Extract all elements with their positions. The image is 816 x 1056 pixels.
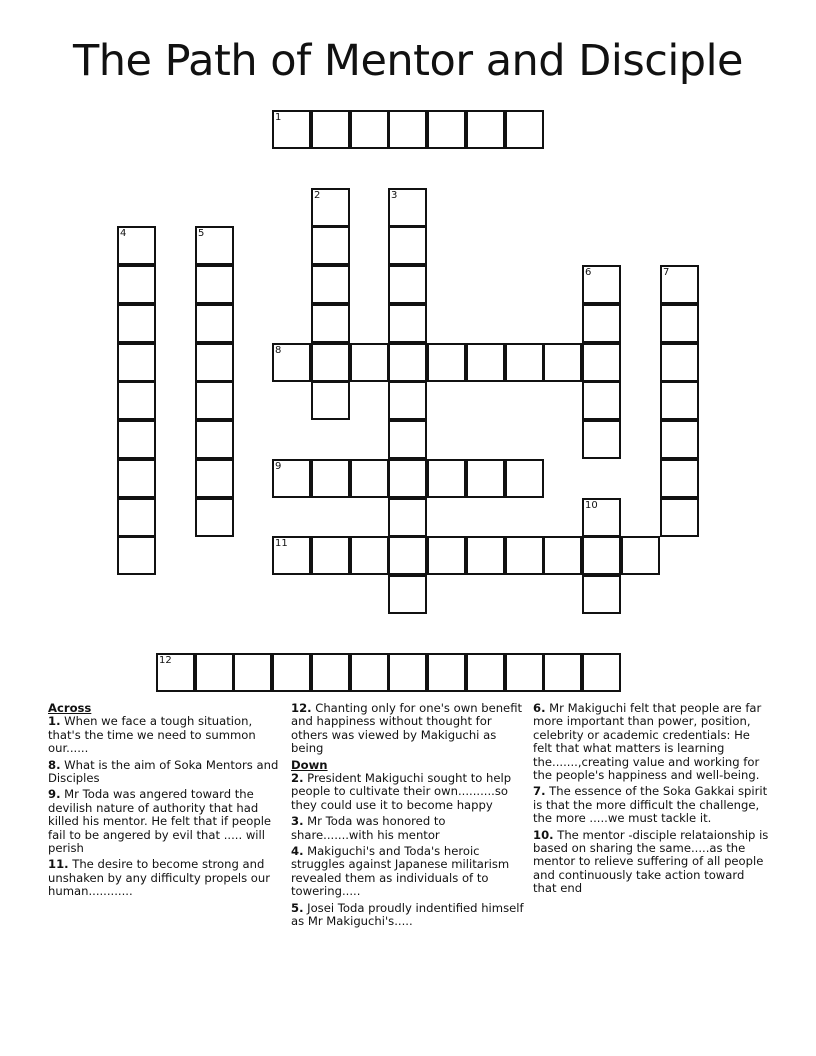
- clue-number: 3: [391, 190, 398, 201]
- grid-cell[interactable]: [117, 498, 156, 537]
- grid-cell[interactable]: [582, 265, 621, 304]
- grid-cell[interactable]: [311, 536, 350, 575]
- grid-cell[interactable]: [311, 265, 350, 304]
- letter-input[interactable]: [352, 112, 387, 147]
- letter-input[interactable]: [390, 461, 425, 496]
- letter-input[interactable]: [662, 461, 697, 496]
- grid-cell[interactable]: [388, 575, 427, 614]
- grid-cell[interactable]: [388, 265, 427, 304]
- clue-number: 4: [120, 228, 127, 239]
- grid-cell[interactable]: [388, 110, 427, 149]
- grid-cell[interactable]: [195, 653, 234, 692]
- letter-input[interactable]: [429, 112, 464, 147]
- grid-cell[interactable]: [350, 653, 389, 692]
- letter-input[interactable]: [662, 345, 697, 380]
- letter-input[interactable]: [429, 655, 464, 690]
- letter-input[interactable]: [313, 345, 348, 380]
- letter-input[interactable]: [584, 577, 619, 612]
- grid-cell[interactable]: [388, 188, 427, 227]
- letter-input[interactable]: [158, 655, 193, 690]
- clue-text: When we face a tough situation, that's the time we need to summon our......: [48, 714, 256, 756]
- grid-cell[interactable]: [195, 459, 234, 498]
- clue-number-label: 1.: [48, 714, 61, 729]
- grid-cell[interactable]: [117, 459, 156, 498]
- clue-column-3: [533, 702, 769, 899]
- letter-input[interactable]: [197, 228, 232, 263]
- letter-input[interactable]: [662, 500, 697, 535]
- grid-cell[interactable]: [195, 498, 234, 537]
- letter-input[interactable]: [584, 306, 619, 341]
- clue-column-1: [48, 702, 284, 902]
- letter-input[interactable]: [119, 500, 154, 535]
- letter-input[interactable]: [623, 538, 658, 573]
- grid-cell[interactable]: [582, 653, 621, 692]
- letter-input[interactable]: [352, 461, 387, 496]
- letter-input[interactable]: [584, 655, 619, 690]
- letter-input[interactable]: [429, 461, 464, 496]
- grid-cell[interactable]: [582, 381, 621, 420]
- letter-input[interactable]: [313, 267, 348, 302]
- grid-cell[interactable]: [388, 304, 427, 343]
- clue-number: 9: [275, 461, 282, 472]
- grid-cell[interactable]: [272, 536, 311, 575]
- grid-cell[interactable]: [311, 304, 350, 343]
- letter-input[interactable]: [313, 538, 348, 573]
- clue-number-label: 12.: [291, 701, 312, 715]
- clue-text: Chanting only for one's own benefit and happiness without thought for others was viewed by Makiguchi as being: [291, 701, 523, 756]
- letter-input[interactable]: [352, 538, 387, 573]
- letter-input[interactable]: [390, 267, 425, 302]
- grid-cell[interactable]: [350, 343, 389, 382]
- letter-input[interactable]: [662, 383, 697, 418]
- letter-input[interactable]: [545, 345, 580, 380]
- grid-cell[interactable]: [660, 343, 699, 382]
- letter-input[interactable]: [545, 538, 580, 573]
- clue-item: [291, 772, 527, 812]
- grid-cell[interactable]: [272, 653, 311, 692]
- letter-input[interactable]: [429, 345, 464, 380]
- grid-cell[interactable]: [466, 536, 505, 575]
- letter-input[interactable]: [197, 345, 232, 380]
- clue-item: [291, 902, 527, 929]
- grid-cell[interactable]: [311, 226, 350, 265]
- letter-input[interactable]: [507, 461, 542, 496]
- letter-input[interactable]: [119, 383, 154, 418]
- letter-input[interactable]: [390, 655, 425, 690]
- grid-cell[interactable]: [466, 343, 505, 382]
- letter-input[interactable]: [390, 422, 425, 457]
- letter-input[interactable]: [197, 461, 232, 496]
- grid-cell[interactable]: [582, 536, 621, 575]
- clue-number-label: 10.: [533, 827, 554, 842]
- letter-input[interactable]: [468, 112, 503, 147]
- letter-input[interactable]: [313, 383, 348, 418]
- letter-input[interactable]: [352, 345, 387, 380]
- grid-cell[interactable]: [427, 343, 466, 382]
- grid-cell[interactable]: [311, 653, 350, 692]
- grid-cell[interactable]: [427, 536, 466, 575]
- grid-cell[interactable]: [660, 498, 699, 537]
- letter-input[interactable]: [119, 538, 154, 573]
- grid-cell[interactable]: [582, 498, 621, 537]
- clue-text: Mr Makiguchi felt that people are far more important than power, position, celebrity or academic credentials: He felt that what matters is learning the.......,creating value and working for the people's happiness and well-being.: [533, 701, 762, 783]
- clue-number: 12: [159, 655, 172, 666]
- grid-cell[interactable]: [621, 536, 660, 575]
- letter-input[interactable]: [313, 461, 348, 496]
- clue-item: [533, 829, 769, 896]
- letter-input[interactable]: [390, 306, 425, 341]
- clue-number-label: 4.: [291, 844, 304, 859]
- grid-cell[interactable]: [427, 653, 466, 692]
- letter-input[interactable]: [507, 538, 542, 573]
- letter-input[interactable]: [119, 422, 154, 457]
- grid-cell[interactable]: [582, 575, 621, 614]
- letter-input[interactable]: [119, 306, 154, 341]
- grid-cell[interactable]: [660, 381, 699, 420]
- grid-cell[interactable]: [505, 110, 544, 149]
- grid-cell[interactable]: [543, 536, 582, 575]
- grid-cell[interactable]: [660, 304, 699, 343]
- letter-input[interactable]: [390, 228, 425, 263]
- letter-input[interactable]: [507, 112, 542, 147]
- letter-input[interactable]: [390, 190, 425, 225]
- grid-cell[interactable]: [272, 110, 311, 149]
- grid-cell[interactable]: [195, 420, 234, 459]
- clue-item: [48, 788, 284, 855]
- letter-input[interactable]: [468, 655, 503, 690]
- grid-cell[interactable]: [311, 459, 350, 498]
- letter-input[interactable]: [390, 538, 425, 573]
- grid-cell[interactable]: [388, 459, 427, 498]
- clue-number: 8: [275, 345, 282, 356]
- grid-cell[interactable]: [195, 381, 234, 420]
- letter-input[interactable]: [274, 655, 309, 690]
- grid-cell[interactable]: [117, 226, 156, 265]
- letter-input[interactable]: [584, 267, 619, 302]
- grid-cell[interactable]: [117, 304, 156, 343]
- grid-cell[interactable]: [388, 343, 427, 382]
- letter-input[interactable]: [545, 655, 580, 690]
- clue-item: [48, 759, 284, 786]
- clue-number-label: 2.: [291, 771, 304, 786]
- clue-item: [48, 715, 284, 755]
- clue-text: What is the aim of Soka Mentors and Disciples: [48, 757, 279, 786]
- letter-input[interactable]: [584, 383, 619, 418]
- letter-input[interactable]: [313, 112, 348, 147]
- letter-input[interactable]: [119, 345, 154, 380]
- grid-cell[interactable]: [582, 420, 621, 459]
- clue-text: Mr Toda was honored to share.......with his mentor: [291, 814, 446, 842]
- grid-cell[interactable]: [350, 459, 389, 498]
- letter-input[interactable]: [584, 422, 619, 457]
- letter-input[interactable]: [390, 577, 425, 612]
- clue-section-heading: Down: [291, 757, 328, 772]
- clue-number-label: 11.: [48, 857, 69, 872]
- clue-number-label: 3.: [291, 814, 304, 829]
- clue-text: President Makiguchi sought to help people to cultivate their own..........so they could use it to become happy: [291, 771, 512, 812]
- clue-number: 5: [198, 228, 205, 239]
- letter-input[interactable]: [662, 267, 697, 302]
- grid-cell[interactable]: [660, 265, 699, 304]
- clue-text: Makiguchi's and Toda's heroic struggles against Japanese militarism revealed them as individuals of to towering.....: [291, 844, 510, 899]
- grid-cell[interactable]: [388, 226, 427, 265]
- clue-item: [533, 785, 769, 825]
- grid-cell[interactable]: [272, 459, 311, 498]
- grid-cell[interactable]: [505, 343, 544, 382]
- grid-cell[interactable]: [117, 381, 156, 420]
- grid-cell[interactable]: [388, 653, 427, 692]
- grid-cell[interactable]: [311, 188, 350, 227]
- clue-item: [48, 858, 284, 898]
- clue-section-heading: Across: [48, 701, 92, 715]
- letter-input[interactable]: [197, 383, 232, 418]
- clue-text: The mentor -disciple relataionship is based on sharing the same.....as the mentor to relieve suffering of all people and continuously take action toward that end: [533, 827, 769, 896]
- clue-text: The desire to become strong and unshaken by any difficulty propels our human............: [48, 857, 270, 899]
- clue-number: 1: [275, 112, 282, 123]
- grid-cell[interactable]: [388, 420, 427, 459]
- grid-cell[interactable]: [350, 110, 389, 149]
- letter-input[interactable]: [662, 306, 697, 341]
- clue-number-label: 6.: [533, 701, 546, 715]
- grid-cell[interactable]: [233, 653, 272, 692]
- letter-input[interactable]: [197, 500, 232, 535]
- clue-text: The essence of the Soka Gakkai spirit is that the more difficult the challenge, the more .....we must tackle it.: [533, 784, 768, 826]
- grid-cell[interactable]: [582, 343, 621, 382]
- grid-cell[interactable]: [311, 381, 350, 420]
- letter-input[interactable]: [468, 461, 503, 496]
- letter-input[interactable]: [507, 345, 542, 380]
- grid-cell[interactable]: [660, 420, 699, 459]
- grid-cell[interactable]: [195, 343, 234, 382]
- grid-cell[interactable]: [388, 536, 427, 575]
- clue-number-label: 7.: [533, 784, 546, 799]
- letter-input[interactable]: [390, 112, 425, 147]
- grid-cell[interactable]: [117, 536, 156, 575]
- grid-cell[interactable]: [350, 536, 389, 575]
- grid-cell[interactable]: [272, 343, 311, 382]
- grid-cell[interactable]: [195, 226, 234, 265]
- clue-item: [291, 815, 527, 842]
- clue-item: [291, 845, 527, 899]
- letter-input[interactable]: [274, 461, 309, 496]
- letter-input[interactable]: [390, 500, 425, 535]
- letter-input[interactable]: [274, 538, 309, 573]
- grid-cell[interactable]: [582, 304, 621, 343]
- letter-input[interactable]: [197, 267, 232, 302]
- clue-number: 11: [275, 538, 288, 549]
- letter-input[interactable]: [119, 461, 154, 496]
- letter-input[interactable]: [507, 655, 542, 690]
- grid-cell[interactable]: [311, 343, 350, 382]
- clue-number: 2: [314, 190, 321, 201]
- grid-cell[interactable]: [427, 110, 466, 149]
- letter-input[interactable]: [352, 655, 387, 690]
- clue-number: 10: [585, 500, 598, 511]
- grid-cell[interactable]: [388, 498, 427, 537]
- grid-cell[interactable]: [660, 459, 699, 498]
- clue-column-2: [291, 702, 527, 932]
- letter-input[interactable]: [197, 655, 232, 690]
- clue-number-label: 9.: [48, 787, 61, 802]
- letter-input[interactable]: [313, 306, 348, 341]
- grid-cell[interactable]: [311, 110, 350, 149]
- grid-cell[interactable]: [466, 653, 505, 692]
- clue-number-label: 8.: [48, 757, 61, 772]
- grid-cell[interactable]: [505, 653, 544, 692]
- grid-cell[interactable]: [156, 653, 195, 692]
- grid-cell[interactable]: [505, 459, 544, 498]
- grid-cell[interactable]: [195, 265, 234, 304]
- grid-cell[interactable]: [466, 459, 505, 498]
- grid-cell[interactable]: [388, 381, 427, 420]
- letter-input[interactable]: [274, 345, 309, 380]
- letter-input[interactable]: [119, 267, 154, 302]
- clue-number: 6: [585, 267, 592, 278]
- grid-cell[interactable]: [117, 265, 156, 304]
- grid-cell[interactable]: [117, 420, 156, 459]
- letter-input[interactable]: [313, 190, 348, 225]
- grid-cell[interactable]: [505, 536, 544, 575]
- letter-input[interactable]: [119, 228, 154, 263]
- letter-input[interactable]: [274, 112, 309, 147]
- grid-cell[interactable]: [543, 653, 582, 692]
- grid-cell[interactable]: [195, 304, 234, 343]
- letter-input[interactable]: [584, 345, 619, 380]
- letter-input[interactable]: [390, 345, 425, 380]
- grid-cell[interactable]: [427, 459, 466, 498]
- letter-input[interactable]: [468, 538, 503, 573]
- letter-input[interactable]: [235, 655, 270, 690]
- page-title: The Path of Mentor and Disciple: [72, 36, 744, 86]
- grid-cell[interactable]: [117, 343, 156, 382]
- clue-text: Mr Toda was angered toward the devilish nature of authority that had killed his mentor. He felt that if people fail to be angered by evil that ..... will perish: [48, 787, 272, 856]
- letter-input[interactable]: [584, 500, 619, 535]
- letter-input[interactable]: [390, 383, 425, 418]
- letter-input[interactable]: [313, 655, 348, 690]
- letter-input[interactable]: [429, 538, 464, 573]
- clue-item: [291, 702, 527, 756]
- letter-input[interactable]: [662, 422, 697, 457]
- clue-text: Josei Toda proudly indentified himself as Mr Makiguchi's.....: [291, 900, 524, 929]
- grid-cell[interactable]: [543, 343, 582, 382]
- letter-input[interactable]: [313, 228, 348, 263]
- letter-input[interactable]: [468, 345, 503, 380]
- letter-input[interactable]: [197, 306, 232, 341]
- letter-input[interactable]: [584, 538, 619, 573]
- letter-input[interactable]: [197, 422, 232, 457]
- grid-cell[interactable]: [466, 110, 505, 149]
- clue-number-label: 5.: [291, 900, 304, 915]
- clue-item: [533, 702, 769, 782]
- clue-number: 7: [663, 267, 670, 278]
